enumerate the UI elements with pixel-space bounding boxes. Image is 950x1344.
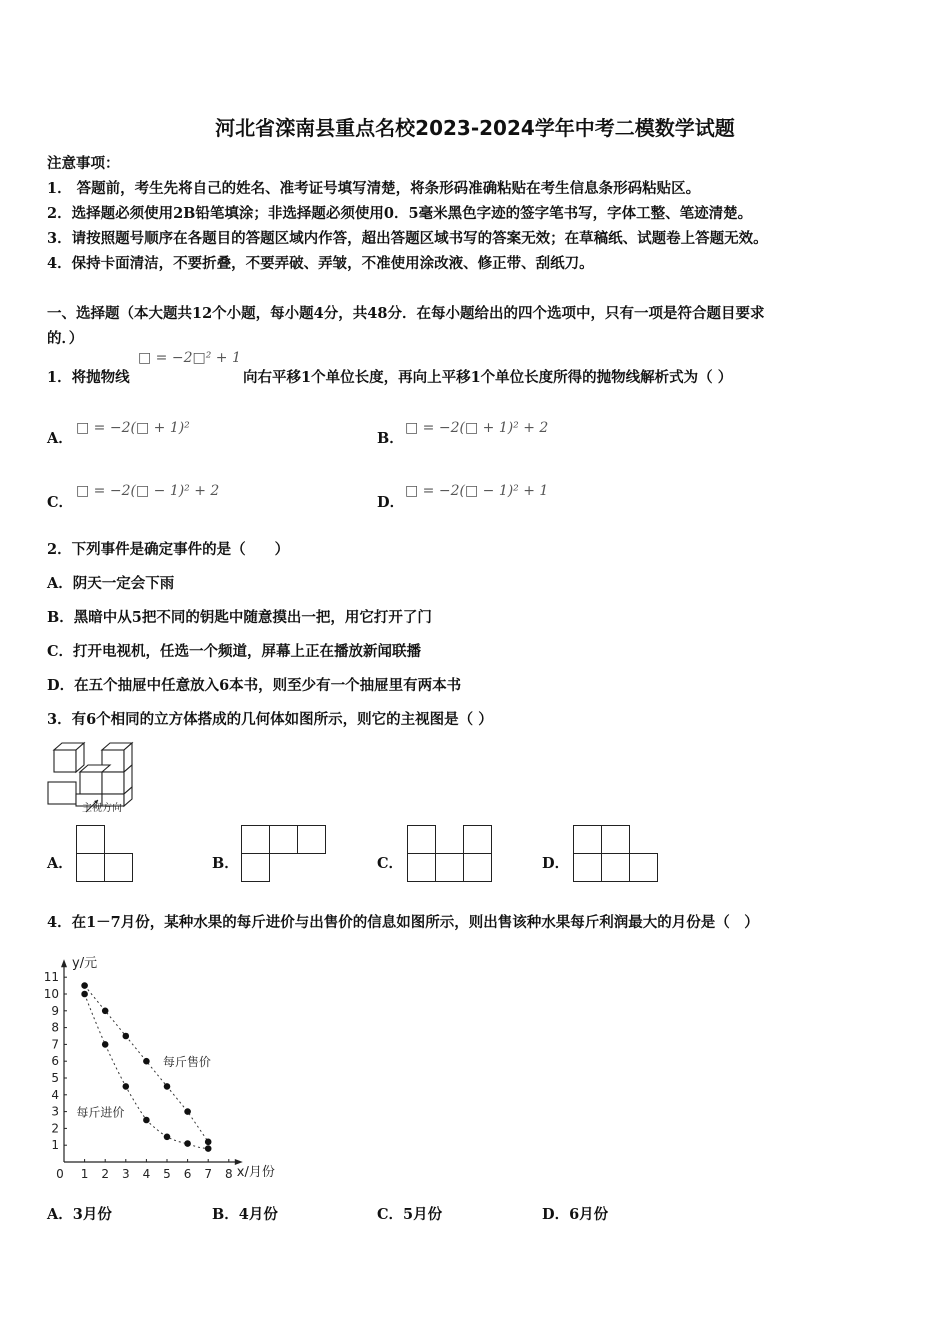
q3-option-b-figure <box>241 825 331 885</box>
x-tick-label: 1 <box>80 1167 89 1181</box>
y-tick-label: 10 <box>43 987 59 1001</box>
q1-option-d-label: D． <box>377 494 405 511</box>
q1-option-a-label: A． <box>47 430 73 447</box>
x-tick-label: 2 <box>101 1167 110 1181</box>
notice-item: 1． 答题前，考生先将自己的姓名、准考证号填写清楚，将条形码准确粘贴在考生信息条形码粘贴区。 <box>47 180 701 197</box>
q2-stem: 2．下列事件是确定事件的是（ ） <box>47 541 290 558</box>
y-axis-label: y/元 <box>72 956 98 972</box>
x-tick-label: 8 <box>224 1167 233 1181</box>
y-tick-label: 3 <box>51 1104 59 1119</box>
q2-option: A．阴天一定会下雨 <box>47 575 175 592</box>
q3-option-d-figure <box>573 825 663 885</box>
q1-option-b-formula: □ = −2(□ + 1)² + 2 <box>405 420 549 436</box>
q1-option-a-formula: □ = −2(□ + 1)² <box>76 420 190 436</box>
data-point <box>143 1058 150 1065</box>
q2-option: C．打开电视机，任选一个频道，屏幕上正在播放新闻联播 <box>47 643 422 660</box>
section-heading-line2: 的．） <box>47 330 84 347</box>
q1-option-c-label: C． <box>47 494 74 511</box>
y-tick-label: 2 <box>51 1121 59 1136</box>
data-point <box>143 1117 150 1124</box>
x-tick-label: 4 <box>142 1167 151 1181</box>
q4-stem: 4．在1－7月份，某种水果的每斤进价与出售价的信息如图所示，则出售该种水果每斤利润最大的月份是（ ） <box>47 914 759 931</box>
q3-option-b-label: B． <box>212 855 239 872</box>
q1-option-c-formula: □ = −2(□ − 1)² + 2 <box>76 483 220 499</box>
q2-option: B．黑暗中从5把不同的钥匙中随意摸出一把，用它打开了门 <box>47 609 432 626</box>
q3-option-a-label: A． <box>47 855 73 872</box>
data-point <box>102 1008 109 1015</box>
q4-option-b: B．4月份 <box>212 1206 278 1223</box>
notice-item: 4．保持卡面清洁，不要折叠，不要弄破、弄皱，不准使用涂改液、修正带、刮纸刀。 <box>47 255 594 272</box>
q1-prefix: 1．将抛物线 <box>47 369 130 386</box>
y-tick-label: 7 <box>51 1037 59 1052</box>
q3-option-d-label: D． <box>542 855 570 872</box>
y-tick-label: 9 <box>51 1003 59 1018</box>
q3-figure-label: 主视方向 <box>82 803 122 814</box>
q3-option-c-label: C． <box>377 855 404 872</box>
data-point <box>81 982 88 989</box>
q1-stem: 向右平移1个单位长度，再向上平移1个单位长度所得的抛物线解析式为（ ） <box>243 369 733 386</box>
data-point <box>123 1033 130 1040</box>
q1-formula: □ = −2□² + 1 <box>138 350 241 366</box>
q1-option-d-formula: □ = −2(□ − 1)² + 1 <box>405 483 549 499</box>
x-axis-label: x/月份 <box>236 1165 275 1180</box>
page-title: 河北省滦南县重点名校2023-2024学年中考二模数学试题 <box>215 116 735 140</box>
series-label-cost: 每斤进价 <box>76 1105 125 1120</box>
x-tick-label: 7 <box>204 1167 213 1181</box>
data-point <box>164 1083 171 1090</box>
x-tick-label: 5 <box>163 1167 171 1181</box>
x-tick-label: 3 <box>121 1167 130 1181</box>
data-point <box>184 1108 191 1115</box>
q2-option: D．在五个抽屉中任意放入6本书，则至少有一个抽屉里有两本书 <box>47 677 462 694</box>
y-tick-label: 1 <box>51 1138 59 1153</box>
data-point <box>184 1140 191 1147</box>
y-tick-label: 6 <box>51 1054 59 1069</box>
series-line <box>85 994 209 1149</box>
q4-option-c: C．5月份 <box>377 1206 443 1223</box>
q3-option-a-figure <box>76 825 136 885</box>
data-point <box>205 1145 212 1152</box>
data-point <box>123 1083 130 1090</box>
q4-option-d: D．6月份 <box>542 1206 609 1223</box>
q3-cube-figure <box>44 740 144 820</box>
y-tick-label: 8 <box>51 1020 59 1035</box>
x-tick-label: 6 <box>183 1167 192 1181</box>
q3-option-c-figure <box>407 825 497 885</box>
notice-item: 2．选择题必须使用2B铅笔填涂；非选择题必须使用0．5毫米黑色字迹的签字笔书写，字体工整、笔迹清楚。 <box>47 205 753 222</box>
notice-item: 3．请按照题号顺序在各题目的答题区域内作答，超出答题区域书写的答案无效；在草稿纸、试题卷上答题无效。 <box>47 230 768 247</box>
q3-stem: 3．有6个相同的立方体搭成的几何体如图所示，则它的主视图是（ ） <box>47 711 493 728</box>
data-point <box>164 1134 171 1141</box>
notice-heading: 注意事项： <box>47 155 120 172</box>
y-tick-label: 4 <box>51 1087 59 1102</box>
q4-option-a: A．3月份 <box>47 1206 112 1223</box>
section-heading-line1: 一、选择题（本大题共12个小题，每小题4分，共48分．在每小题给出的四个选项中，只有一项是符合题目要求 <box>47 305 765 322</box>
y-axis-arrow <box>61 959 67 967</box>
x-tick-label: 0 <box>56 1167 64 1181</box>
q4-chart <box>40 942 300 1190</box>
y-tick-label: 11 <box>43 970 59 985</box>
q1-option-b-label: B． <box>377 430 404 447</box>
data-point <box>102 1041 109 1048</box>
data-point <box>205 1139 212 1146</box>
data-point <box>81 991 88 998</box>
y-tick-label: 5 <box>51 1071 59 1085</box>
series-label-sell: 每斤售价 <box>162 1055 211 1070</box>
